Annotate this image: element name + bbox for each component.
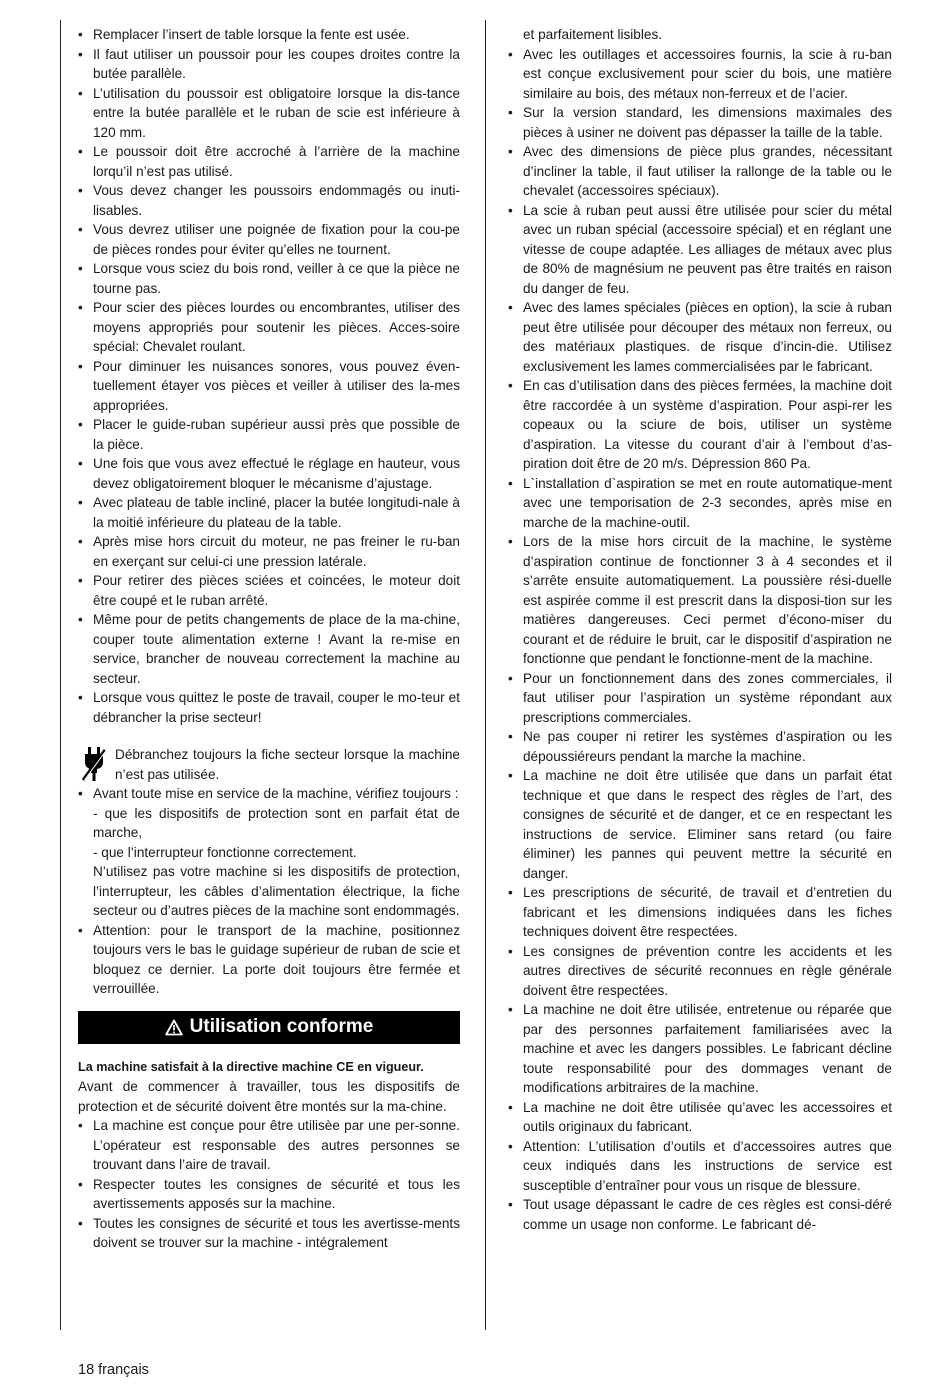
list-item: • Avec plateau de table incliné, placer la butée longitudi-nale à la moitié inférieure du plateau de la table. [78,493,460,532]
list-item: • La machine ne doit être utilisée que dans un parfait état technique et que dans le respect des règles de l’art, des consignes de sécurité et de danger, et ce en respectant les instructions de service. Eliminer sans retard (ou faire éliminer) les pannes qui peuvent mettre la sécurité en danger. [508,766,892,883]
list-item: • Pour un fonctionnement dans des zones commerciales, il faut utiliser pour l’aspiration un système répondant aux prescriptions commerciales. [508,669,892,728]
section-heading [78,1011,460,1044]
list-item: • La machine est conçue pour être utilisèe par une per-sonne. L’opérateur est responsable des autres personnes se trouvant dans l’aire de travail. [78,1116,460,1175]
list-item: • Pour retirer des pièces sciées et coincées, le moteur doit être coupé et le ruban arrêté. [78,571,460,610]
list-item: • Remplacer l’insert de table lorsque la fente est usée. [78,25,460,45]
intro-paragraph: Avant de commencer à travailler, tous les dispositifs de protection et de sécurité doivent être montés sur la ma-chine. [78,1079,460,1114]
list-item: • Après mise hors circuit du moteur, ne pas freiner le ru-ban en exerçant sur celui-ci une pression latérale. [78,532,460,571]
list-item: • Lorsque vous quittez le poste de travail, couper le mo-teur et débrancher la prise secteur! [78,688,460,727]
safety-list-bottom [78,1116,460,1253]
list-item: • Tout usage dépassant le cadre de ces règles est consi-déré comme un usage non conforme. Le fabricant dé- [508,1195,892,1234]
directive-statement: La machine satisfait à la directive machine CE en vigueur. [78,1059,424,1074]
list-item: • La machine ne doit être utilisée, entretenue ou réparée que par des personnes parfaitement familiarisées avec la machine et avec les dangers possibles. Le fabricant décline toute responsabilité pour des dommages venant de modifications arbitraires de la machine. [508,1000,892,1098]
pre-start-checks [78,784,460,999]
list-item: • Attention: L’utilisation d’outils et d’accessoires autres que ceux indiqués dans les instructions de service est susceptible d’entraîner pour vous un risque de blessure. [508,1137,892,1196]
list-item: • La machine ne doit être utilisée qu’avec les accessoires et outils originaux du fabricant. [508,1098,892,1137]
list-item: • Lorsque vous sciez du bois rond, veiller à ce que la pièce ne tourne pas. [78,259,460,298]
warning-triangle-icon [165,1019,183,1036]
check-item: - que les dispositifs de protection sont en parfait état de marche, [93,805,460,840]
list-item: • Avec les outillages et accessoires fournis, la scie à ru-ban est conçue exclusivement pour scier du bois, une matière similaire au bois, des métaux non-ferreux et de l’acier. [508,45,892,104]
list-item-continuation: et parfaitement lisibles. [523,27,663,42]
list-item [78,784,460,921]
intended-use-list [508,25,892,1234]
list-item: • Pour scier des pièces lourdes ou encombrantes, utiliser des moyens appropriés pour soutenir les pièces. Acces-soire spécial: Chevalet roulant. [78,298,460,357]
checks-intro: • Avant toute mise en service de la machine, vérifiez toujours : [93,786,459,801]
left-column [78,25,460,1253]
section-title: Utilisation conforme [189,1016,374,1038]
list-item: • Les consignes de prévention contre les accidents et les autres directives de sécurité reconnues en règle générale doivent être respectées. [508,942,892,1001]
check-item: - que l’interrupteur fonctionne correctement. [93,844,357,860]
list-item: • Toutes les consignes de sécurité et tous les avertisse-ments doivent se trouver sur la machine - intégralement [78,1214,460,1253]
unplug-icon [82,747,106,781]
list-item: • Une fois que vous avez effectué le réglage en hauteur, vous devez obligatoirement bloquer le mécanisme d’ajustage. [78,454,460,493]
list-item: • Les prescriptions de sécurité, de travail et d’entretien du fabricant et les dimensions indiquées dans les fiches techniques doivent être respectées. [508,883,892,942]
list-item: • Vous devrez utiliser une poignée de fixation pour la cou-pe de pièces rondes pour éviter qu’elles ne tournent. [78,220,460,259]
list-item: • Pour diminuer les nuisances sonores, vous pouvez éven-tuellement étayer vos pièces et veiller à utiliser des la-mes appropriées. [78,357,460,416]
right-column [508,25,892,1234]
list-item: • En cas d’utilisation dans des pièces fermées, la machine doit être raccordée à un système d’aspiration. Pour aspi-rer les copeaux ou la sciure de bois, utiliser un système d’aspiration. La vitesse du courant d’air à l’embout d’as-piration doit être de 20 m/s. Dépression 860 Pa. [508,376,892,474]
checks-note: N’utilisez pas votre machine si les dispositifs de protection, l’interrupteur, les câbles d’alimentation électrique, la fiche secteur ou d’autres pièces de la machine sont endommagés. [93,864,460,918]
unplug-warning-text: Débranchez toujours la fiche secteur lorsque la machine n’est pas utilisée. [115,747,460,782]
list-item: • Le poussoir doit être accroché à l’arrière de la machine lorqu’il n’est pas utilisé. [78,142,460,181]
list-item: • La scie à ruban peut aussi être utilisée pour scier du métal avec un ruban spécial (accessoire spécial) et en réglant une vitesse de coupe adaptée. Les alliages de métaux avec plus de 80% de magnésium ne peuvent pas être traités en raison du danger de feu. [508,201,892,299]
list-item: • Vous devez changer les poussoirs endommagés ou inuti-lisables. [78,181,460,220]
left-margin-rule [60,20,61,1330]
list-item: • Il faut utiliser un poussoir pour les coupes droites contre la butée parallèle. [78,45,460,84]
list-item: • Lors de la mise hors circuit de la machine, le système d’aspiration continue de fonctionner 3 à 4 secondes et il s’arrête ensuite automatiquement. La poussière rési-duelle est aspirée comme il est prescrit dans la disposi-tion sur les matières dangereuses. Ceci permet d’écono-miser du courant et de réduire le bruit, car le dispositif d’aspiration ne fonctionne que pendant le fonctionne-ment de la machine. [508,532,892,669]
safety-list-top [78,25,460,727]
page-footer: 18 français [78,1362,149,1378]
list-item: • Placer le guide-ruban supérieur aussi près que possible de la pièce. [78,415,460,454]
list-item: • Sur la version standard, les dimensions maximales des pièces à usiner ne doivent pas dépasser la taille de la table. [508,103,892,142]
list-item: • Ne pas couper ni retirer les systèmes d’aspiration ou les dépoussiéreurs pendant la marche la machine. [508,727,892,766]
list-item: • Avec des lames spéciales (pièces en option), la scie à ruban peut être utilisée pour découper des métaux non ferreux, ou des matériaux plastiques. de risque d’incin-die. Utilisez exclusivement les lames commercialisées par le fabricant. [508,298,892,376]
list-item: • L`installation d`aspiration se met en route automatique-ment avec une temporisation de 2-3 secondes, après mise en marche de la machine-outil. [508,474,892,533]
list-item: • Même pour de petits changements de place de la ma-chine, couper toute alimentation externe ! Avant la re-mise en service, brancher de nouveau correctement la machine au secteur. [78,610,460,688]
list-item: • Attention: pour le transport de la machine, positionnez toujours vers le bas le guidage supérieur de ruban de scie et bloquez ce dernier. La porte doit toujours être fermée et verrouillée. [78,921,460,999]
list-item: • Respecter toutes les consignes de sécurité et tous les avertissements apposés sur la machine. [78,1175,460,1214]
unplug-warning [78,745,460,784]
list-item: • Avec des dimensions de pièce plus grandes, nécessitant d’incliner la table, il faut utiliser la rallonge de la table ou le chevalet (accessoires spéciaux). [508,142,892,201]
column-divider-rule [485,20,486,1330]
list-item: • L’utilisation du poussoir est obligatoire lorsque la dis-tance entre la butée parallèle et le ruban de scie est inférieure à 120 mm. [78,84,460,143]
